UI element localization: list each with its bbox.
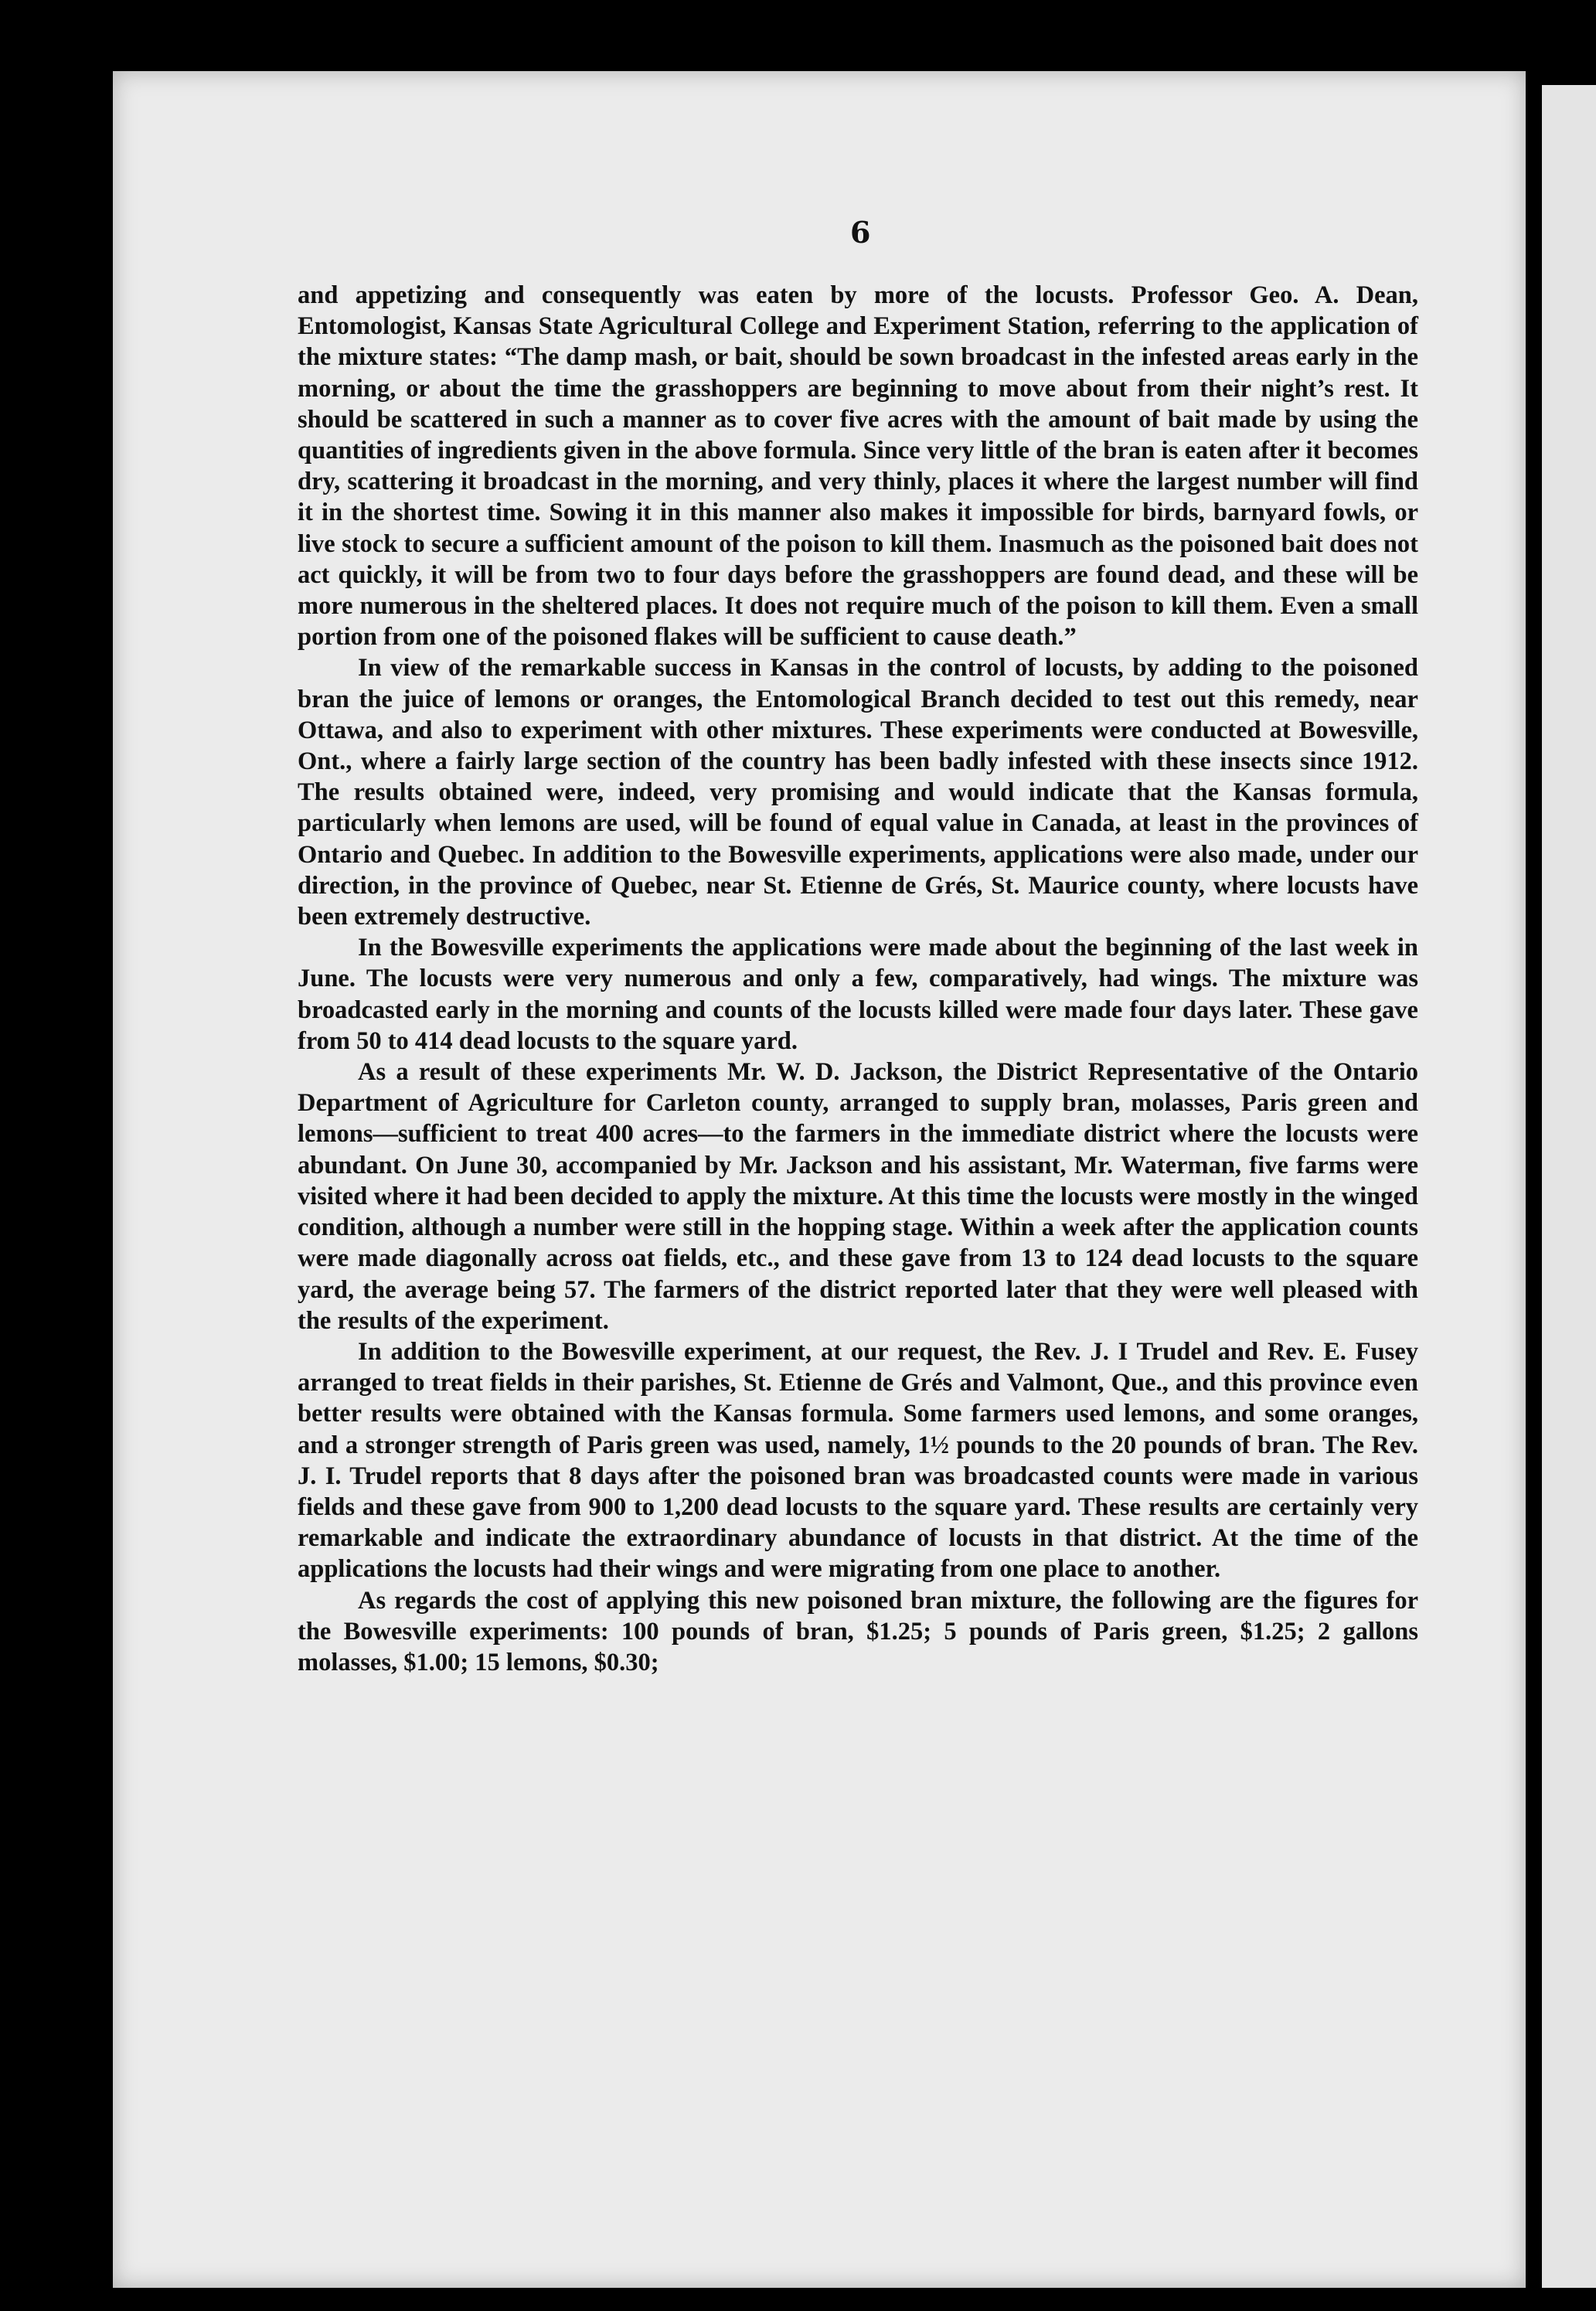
paragraph: In the Bowesville experiments the applications were made about the beginning of the last week in June. The locusts were very numerous and only a few, comparatively, had wings. The mixture was broadcasted early in the morning and counts of the locusts killed were made four days later. These gave from 50 to 414 dead locusts to the square yard.	[298, 934, 1418, 1055]
body-text	[298, 280, 1418, 1678]
paragraph: and appetizing and consequently was eaten by more of the locusts. Professor Geo. A. Dean, Entomologist, Kansas State Agricultural College and Experiment Station, referring to the application of the mixture states: “The damp mash, or bait, should be sown broadcast in the infested areas early in the morning, or about the time the grasshoppers are beginning to move about from their night’s rest. It should be scattered in such a manner as to cover five acres with the amount of bait made by using the quantities of ingredients given in the above formula. Since very little of the bran is eaten after it becomes dry, scattering it broadcast in the morning, and very thinly, places it where the largest number will find it in the shortest time. Sowing it in this manner also makes it impossible for birds, barnyard fowls, or live stock to secure a sufficient amount of the poison to kill them. Inasmuch as the poisoned bait does not act quickly, it will be from two to four days before the grasshoppers are found dead, and these will be more numerous in the sheltered places. It does not require much of the poison to kill them. Even a small portion from one of the poisoned flakes will be sufficient to cause death.”	[298, 281, 1418, 652]
paragraph: As a result of these experiments Mr. W. D. Jackson, the District Representative of the Ontario Department of Agriculture for Carleton county, arranged to supply bran, molasses, Paris green and lemons—sufficient to treat 400 acres—to the farmers in the immediate district where the locusts were abundant. On June 30, accompanied by Mr. Jackson and his assistant, Mr. Waterman, five farms were visited where it had been decided to apply the mixture. At this time the locusts were mostly in the winged condition, although a number were still in the hopping stage. Within a week after the application counts were made diagonally across oat fields, etc., and these gave from 13 to 124 dead locusts to the square yard, the average being 57. The farmers of the district reported later that they were well pleased with the results of the experiment.	[298, 1058, 1418, 1335]
paragraph: In view of the remarkable success in Kansas in the control of locusts, by adding to the poisoned bran the juice of lemons or oranges, the Entomological Branch decided to test out this remedy, near Ottawa, and also to experiment with other mixtures. These experiments were conducted at Bowesville, Ont., where a fairly large section of the country has been badly infested with these insects since 1912. The results obtained were, indeed, very promising and would indicate that the Kansas formula, particularly when lemons are used, will be found of equal value in Canada, at least in the provinces of Ontario and Quebec. In addition to the Bowesville experiments, applications were also made, under our direction, in the province of Quebec, near St. Etienne de Grés, St. Maurice county, where locusts have been extremely destructive.	[298, 654, 1418, 931]
paragraph: As regards the cost of applying this new poisoned bran mixture, the following are the figures for the Bowesville experiments: 100 pounds of bran, $1.25; 5 pounds of Paris green, $1.25; 2 gallons molasses, $1.00; 15 lemons, $0.30;	[298, 1586, 1418, 1676]
paragraph: In addition to the Bowesville experiment, at our request, the Rev. J. I Trudel and Rev. E. Fusey arranged to treat fields in their parishes, St. Etienne de Grés and Valmont, Que., and this province even better results were obtained with the Kansas formula. Some farmers used lemons, and some oranges, and a stronger strength of Paris green was used, namely, 1½ pounds to the 20 pounds of bran. The Rev. J. I. Trudel reports that 8 days after the poisoned bran was broadcasted counts were made in various fields and these gave from 900 to 1,200 dead locusts to the square yard. These results are certainly very remarkable and indicate the extraordinary abundance of locusts in that district. At the time of the applications the locusts had their wings and were migrating from one place to another.	[298, 1337, 1418, 1584]
adjacent-page-edge	[1542, 85, 1596, 2288]
page-number: 6	[850, 215, 871, 250]
